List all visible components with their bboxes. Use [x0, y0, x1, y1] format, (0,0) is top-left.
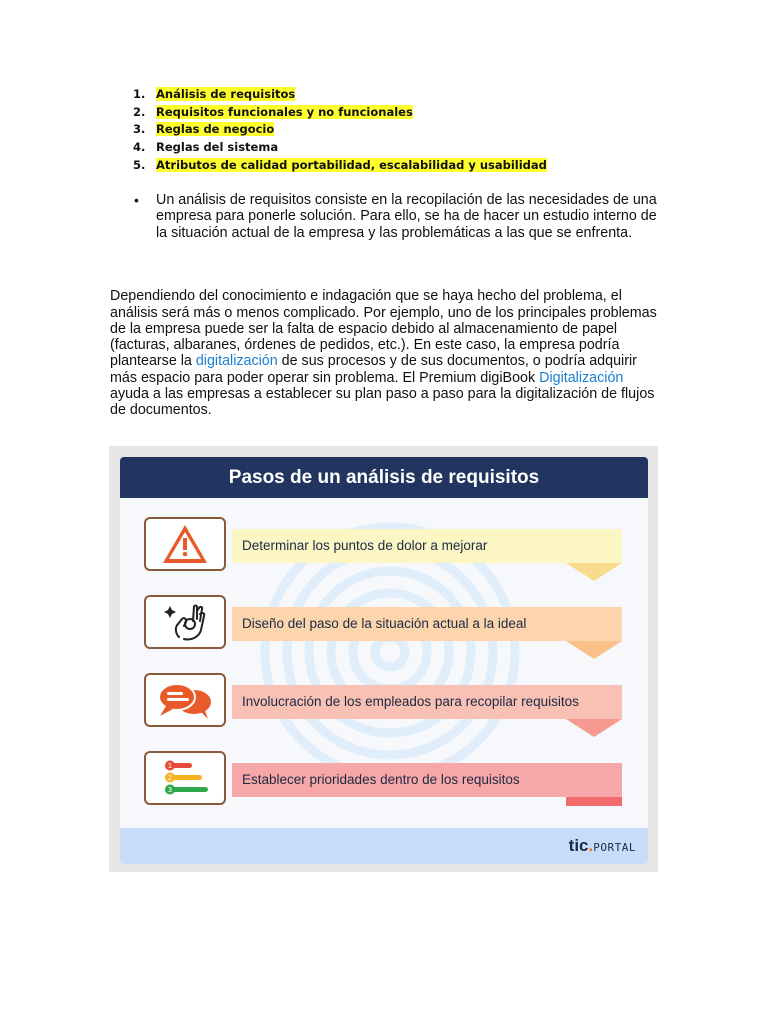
- step-label: Determinar los puntos de dolor a mejorar: [242, 538, 488, 553]
- paragraph-text: Dependiendo del conocimiento e indagación que se haya hecho del problema, el análisis será más o menos complicado. Por ejemplo, uno de los principales problemas de la empresa puede ser la falta de espacio debido al almacenamiento de papel (facturas, albaranes, órdenes de pedidos, etc.). En este caso, la empresa podría plantearse la: [110, 288, 657, 370]
- step-label: Diseño del paso de la situación actual a la ideal: [242, 616, 527, 631]
- list-number: 4.: [133, 140, 146, 155]
- digitalizacion-digibook-link[interactable]: Digitalización: [539, 369, 624, 386]
- list-number: 5.: [133, 157, 146, 172]
- step-label: Involucración de los empleados para recopilar requisitos: [242, 694, 579, 709]
- priority-list-icon: [146, 753, 224, 803]
- list-number: 1.: [133, 87, 146, 101]
- svg-text:2: 2: [167, 774, 173, 782]
- step-4: [120, 751, 648, 811]
- step-icon-box: [144, 595, 226, 649]
- list-text: Reglas de negocio: [156, 122, 275, 137]
- ticportal-logo: tic.PORTAL: [568, 836, 636, 855]
- step-icon-box: [144, 673, 226, 727]
- bullet-symbol: •: [134, 192, 139, 208]
- list-number: 3.: [133, 122, 146, 137]
- list-item: [133, 104, 547, 122]
- svg-text:3: 3: [167, 786, 173, 794]
- body-paragraph: [110, 288, 666, 418]
- ok-hand-icon: [146, 597, 224, 647]
- infographic-footer: [120, 828, 648, 864]
- paragraph-text: de sus procesos y de sus documentos, o podría adquirir más espacio para poder operar sin problema. El Premium digiBook: [110, 353, 637, 386]
- list-text: Análisis de requisitos: [156, 87, 296, 101]
- digitalizacion-link[interactable]: digitalización: [195, 353, 278, 370]
- bullet-item: [134, 192, 664, 241]
- list-text: Atributos de calidad portabilidad, escalabilidad y usabilidad: [156, 157, 547, 172]
- list-item: [133, 121, 547, 139]
- step-icon-box: [144, 751, 226, 805]
- paragraph-text: ayuda a las empresas a establecer su plan paso a paso para la digitalización de flujos de documentos.: [110, 386, 655, 419]
- warning-icon: [146, 519, 224, 569]
- list-item: [133, 157, 547, 175]
- bullet-text: Un análisis de requisitos consiste en la recopilación de las necesidades de una empresa para ponerle solución. Para ello, se ha de hacer un estudio interno de la situación actual de la empresa y las problemáticas a las que se enfrenta.: [156, 192, 657, 241]
- infographic-title: Pasos de un análisis de requisitos: [120, 457, 648, 498]
- list-item: [133, 86, 547, 104]
- infographic-card: [120, 457, 648, 864]
- step-label: Establecer prioridades dentro de los requisitos: [242, 772, 520, 787]
- step-3: [120, 673, 648, 733]
- svg-text:1: 1: [167, 762, 173, 770]
- list-number: 2.: [133, 104, 146, 119]
- step-icon-box: [144, 517, 226, 571]
- list-text: Requisitos funcionales y no funcionales: [156, 104, 413, 119]
- step-1: [120, 517, 648, 577]
- chat-bubbles-icon: [146, 675, 224, 725]
- infographic-image: [109, 446, 658, 872]
- list-text: Reglas del sistema: [156, 140, 279, 155]
- numbered-list: [133, 86, 547, 175]
- step-2: [120, 595, 648, 655]
- list-item: [133, 139, 547, 157]
